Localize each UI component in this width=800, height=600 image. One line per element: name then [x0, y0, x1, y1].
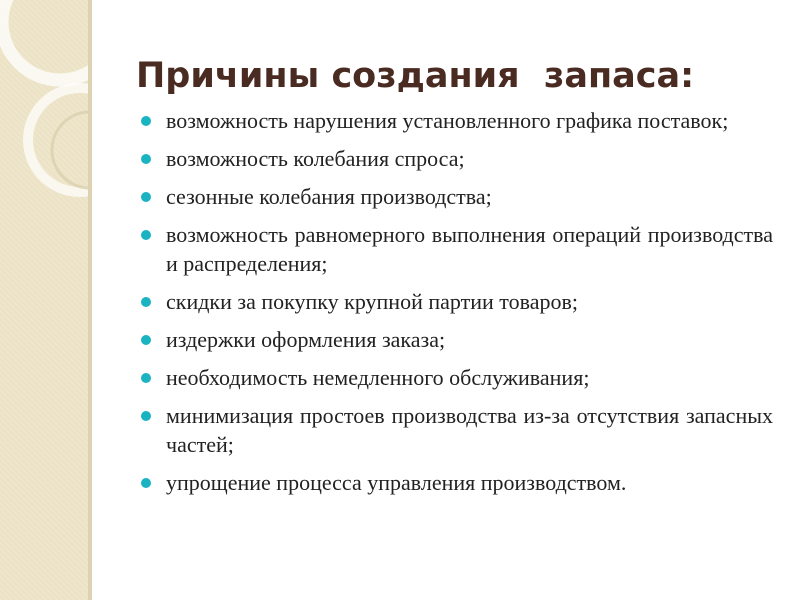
list-item [140, 401, 773, 459]
list-item [140, 468, 773, 497]
list-item [140, 144, 773, 173]
list-item-text: издержки оформления заказа; [166, 327, 446, 352]
list-item [140, 287, 773, 316]
list-item-text: минимизация простоев производства из-за отсутствия запасных частей; [166, 403, 773, 457]
bullet-dot-icon [141, 373, 151, 383]
list-item-text: упрощение процесса управления производством. [166, 470, 627, 495]
bullet-dot-icon [141, 230, 151, 240]
list-item [140, 325, 773, 354]
bullet-dot-icon [141, 116, 151, 126]
decorative-side-panel [0, 0, 88, 600]
slide-title: Причины создания запаса: [136, 56, 695, 96]
bullet-dot-icon [141, 192, 151, 202]
bullet-dot-icon [141, 335, 151, 345]
list-item [140, 220, 773, 278]
list-item [140, 106, 773, 135]
bullet-list [140, 106, 773, 506]
bullet-dot-icon [141, 154, 151, 164]
list-item-text: скидки за покупку крупной партии товаров; [166, 289, 578, 314]
list-item [140, 363, 773, 392]
bullet-dot-icon [141, 297, 151, 307]
list-item-text: возможность нарушения установленного графика поставок; [166, 108, 729, 133]
bullet-dot-icon [141, 411, 151, 421]
list-item-text: необходимость немедленного обслуживания; [166, 365, 590, 390]
decorative-circles [0, 0, 88, 600]
list-item-text: возможность равномерного выполнения операций производства и распределения; [166, 222, 773, 276]
list-item-text: сезонные колебания производства; [166, 184, 492, 209]
bullet-dot-icon [141, 478, 151, 488]
side-panel-edge [88, 0, 92, 600]
list-item [140, 182, 773, 211]
list-item-text: возможность колебания спроса; [166, 146, 465, 171]
